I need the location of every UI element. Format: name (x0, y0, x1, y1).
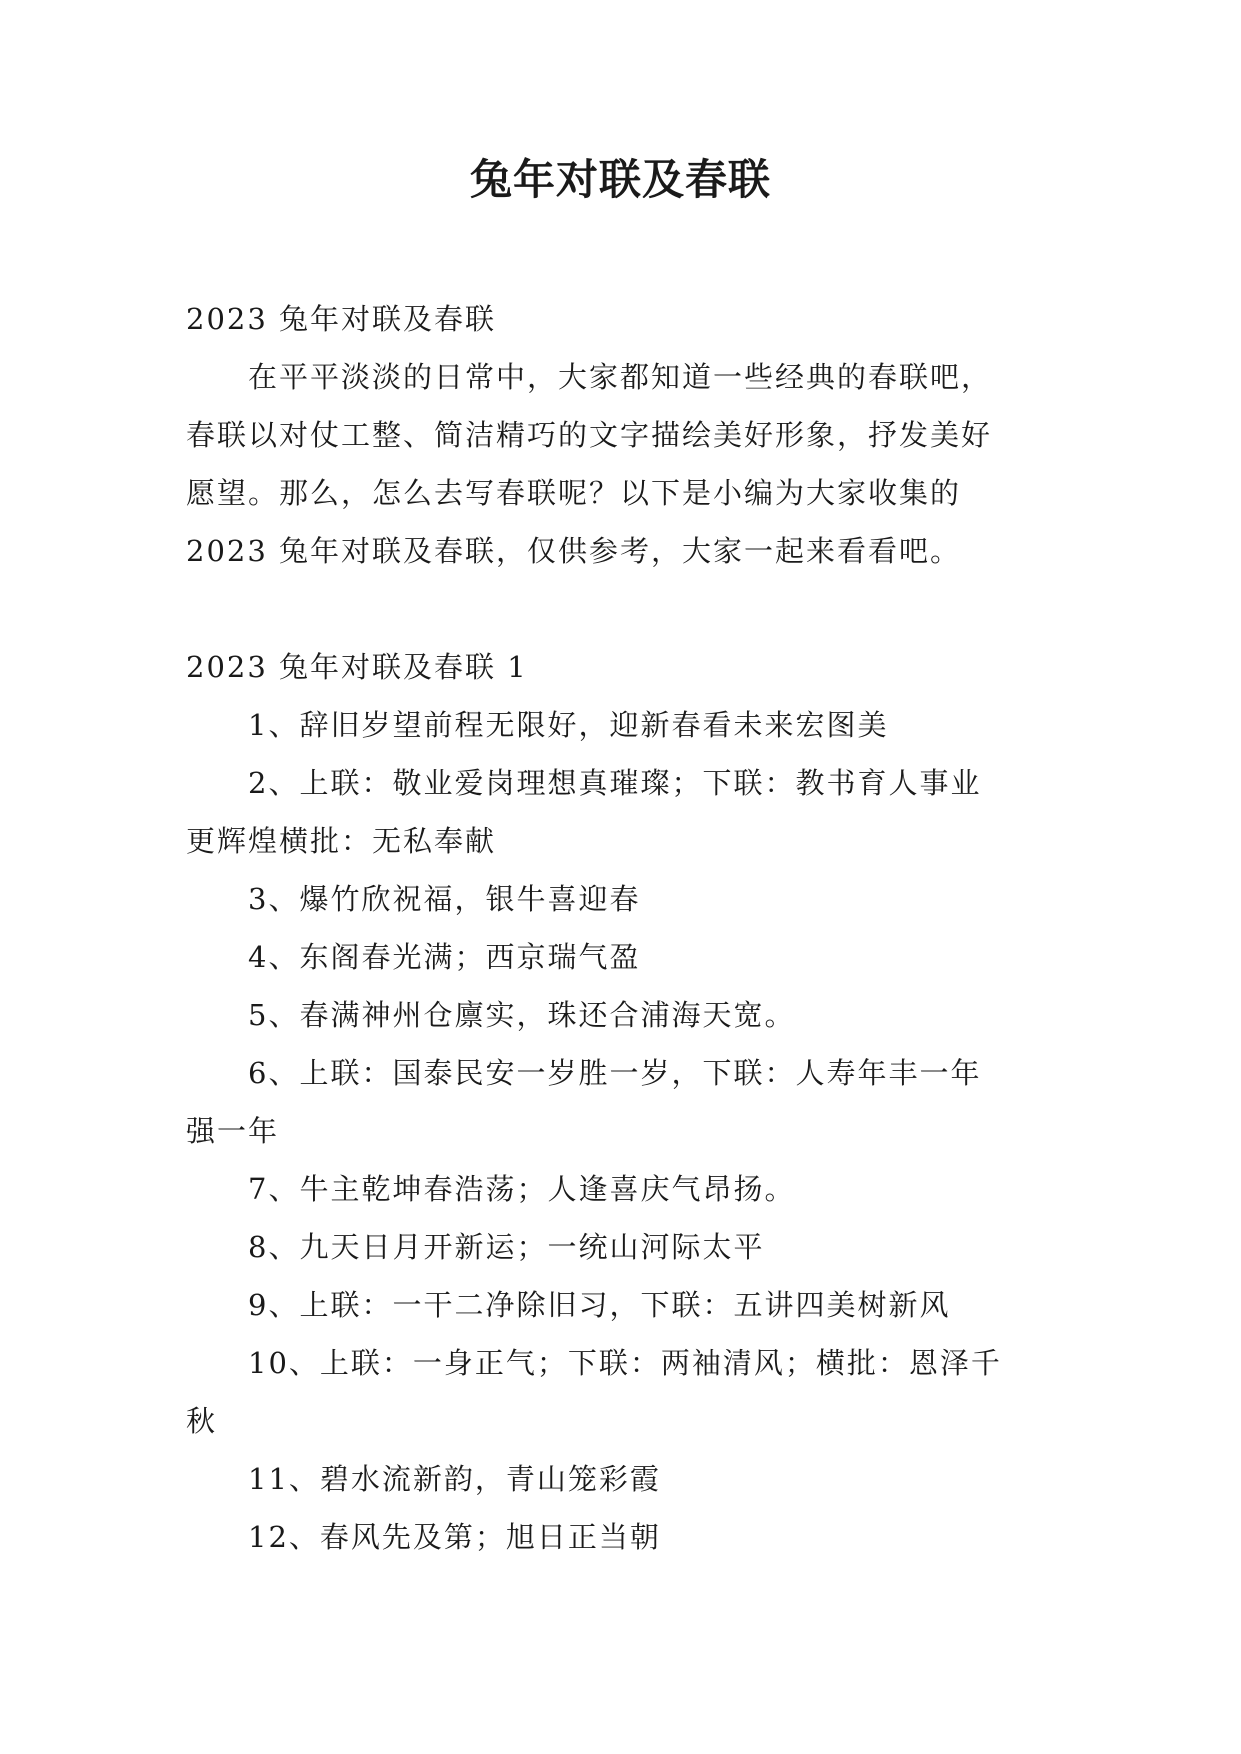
couplet-item-continuation: 秋 (186, 1404, 218, 1438)
blank-line (186, 580, 1056, 638)
heading-line: 2023 兔年对联及春联 (186, 302, 497, 336)
section-heading: 2023 兔年对联及春联 1 (186, 650, 528, 684)
couplet-item: 4、东阁春光满；西京瑞气盈 (248, 940, 641, 974)
intro-line-3: 愿望。那么，怎么去写春联呢？以下是小编为大家收集的 (186, 476, 962, 510)
couplet-item: 1、辞旧岁望前程无限好，迎新春看未来宏图美 (248, 708, 889, 742)
couplet-item: 10、上联：一身正气；下联：两袖清风；横批：恩泽千 (248, 1346, 1002, 1380)
couplet-item: 7、牛主乾坤春浩荡；人逢喜庆气昂扬。 (248, 1172, 796, 1206)
couplet-item: 8、九天日月开新运；一统山河际太平 (248, 1230, 765, 1264)
couplet-item: 11、碧水流新韵，青山笼彩霞 (248, 1462, 661, 1496)
intro-line-1: 在平平淡淡的日常中，大家都知道一些经典的春联吧， (248, 360, 993, 394)
couplet-item: 6、上联：国泰民安一岁胜一岁，下联：人寿年丰一年 (248, 1056, 982, 1090)
couplet-item-continuation: 更辉煌横批：无私奉献 (186, 824, 497, 858)
couplet-item: 3、爆竹欣祝福，银牛喜迎春 (248, 882, 641, 916)
document-title: 兔年对联及春联 (469, 155, 771, 204)
couplet-item: 5、春满神州仓廪实，珠还合浦海天宽。 (248, 998, 796, 1032)
intro-line-4: 2023 兔年对联及春联，仅供参考，大家一起来看看吧。 (186, 534, 962, 568)
intro-line-2: 春联以对仗工整、简洁精巧的文字描绘美好形象，抒发美好 (186, 418, 993, 452)
couplet-item: 9、上联：一干二净除旧习，下联：五讲四美树新风 (248, 1288, 951, 1322)
couplet-item: 12、春风先及第；旭日正当朝 (248, 1520, 661, 1554)
document-body (186, 290, 1056, 1566)
couplet-item-continuation: 强一年 (186, 1114, 280, 1148)
couplet-item: 2、上联：敬业爱岗理想真璀璨；下联：教书育人事业 (248, 766, 982, 800)
